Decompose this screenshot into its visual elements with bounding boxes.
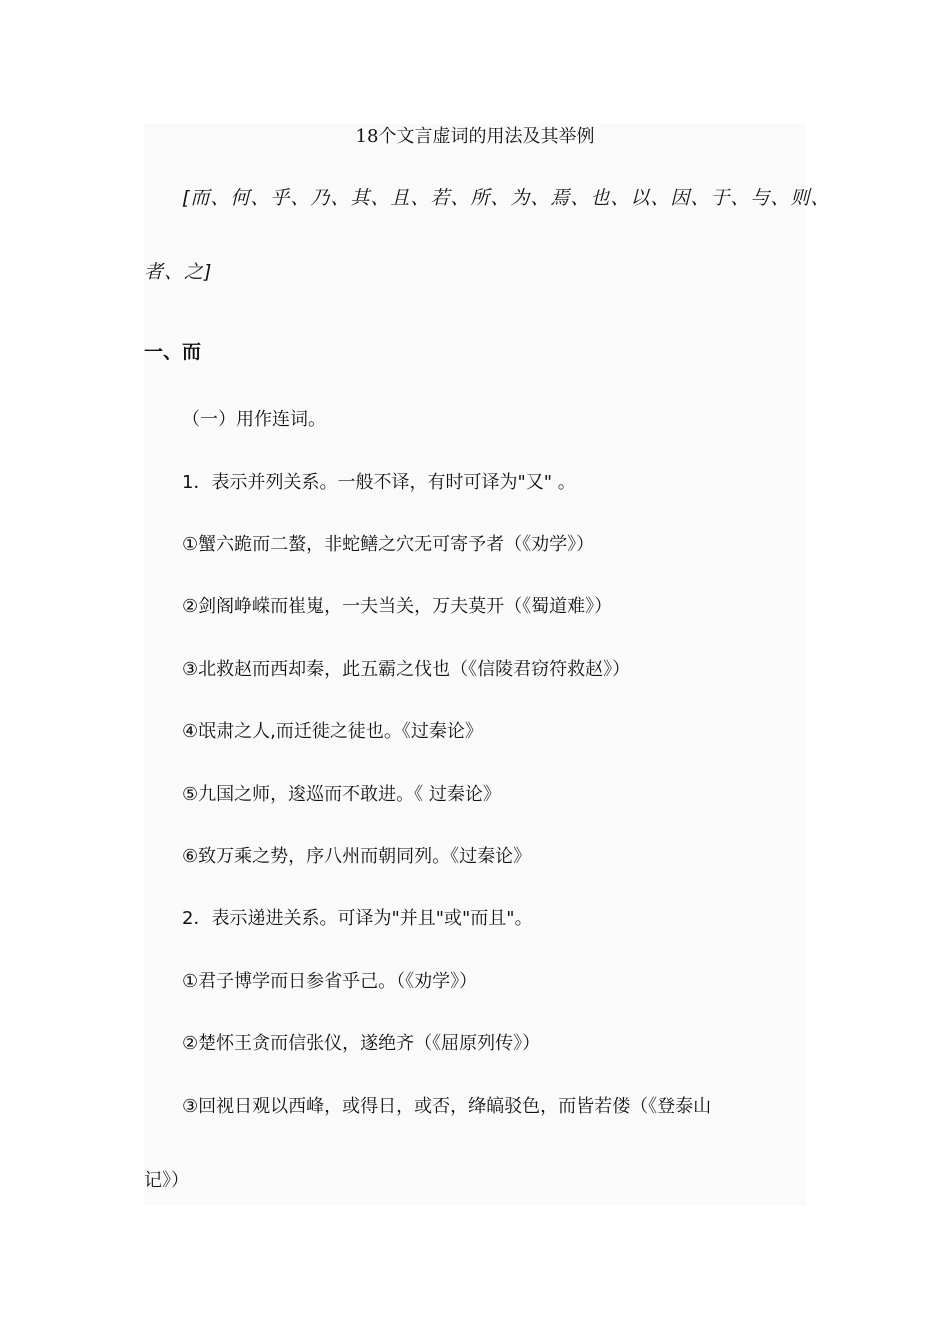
section-heading: 一、而 xyxy=(144,341,202,363)
example-item-line-2: 记》） xyxy=(144,1170,189,1191)
example-item: ①蟹六跪而二螯，非蛇鳝之穴无可寄予者（《劝学》） xyxy=(182,534,595,555)
example-item-line-1: ③回视日观以西峰，或得日，或否，绛皜驳色，而皆若偻（《登泰山 xyxy=(182,1096,712,1117)
word-list-line-1: [而、何、乎、乃、其、且、若、所、为、焉、也、以、因、于、与、则、 xyxy=(182,187,831,209)
usage-1-heading: 1．表示并列关系。一般不译，有时可译为"又" 。 xyxy=(182,472,576,493)
word-list-line-2: 者、之] xyxy=(144,261,213,283)
example-item: ⑥致万乘之势，序八州而朝同列。《过秦论》 xyxy=(182,846,532,867)
subsection-heading: （一）用作连词。 xyxy=(182,409,326,430)
example-item: ⑤九国之师，逡巡而不敢进。《 过秦论》 xyxy=(182,784,501,805)
example-item: ②楚怀王贪而信张仪，遂绝齐（《屈原列传》） xyxy=(182,1033,541,1054)
example-item: ②剑阁峥嵘而崔嵬，一夫当关，万夫莫开（《蜀道难》） xyxy=(182,596,613,617)
example-item: ④氓肃之人,而迁徙之徒也。《过秦论》 xyxy=(182,721,483,742)
usage-2-heading: 2．表示递进关系。可译为"并且"或"而且"。 xyxy=(182,908,533,929)
example-item: ③北救赵而西却秦，此五霸之伐也（《信陵君窃符救赵》） xyxy=(182,659,631,680)
example-item: ①君子博学而日参省乎己。（《劝学》） xyxy=(182,971,478,992)
document-title: 18个文言虚词的用法及其举例 xyxy=(355,126,595,147)
